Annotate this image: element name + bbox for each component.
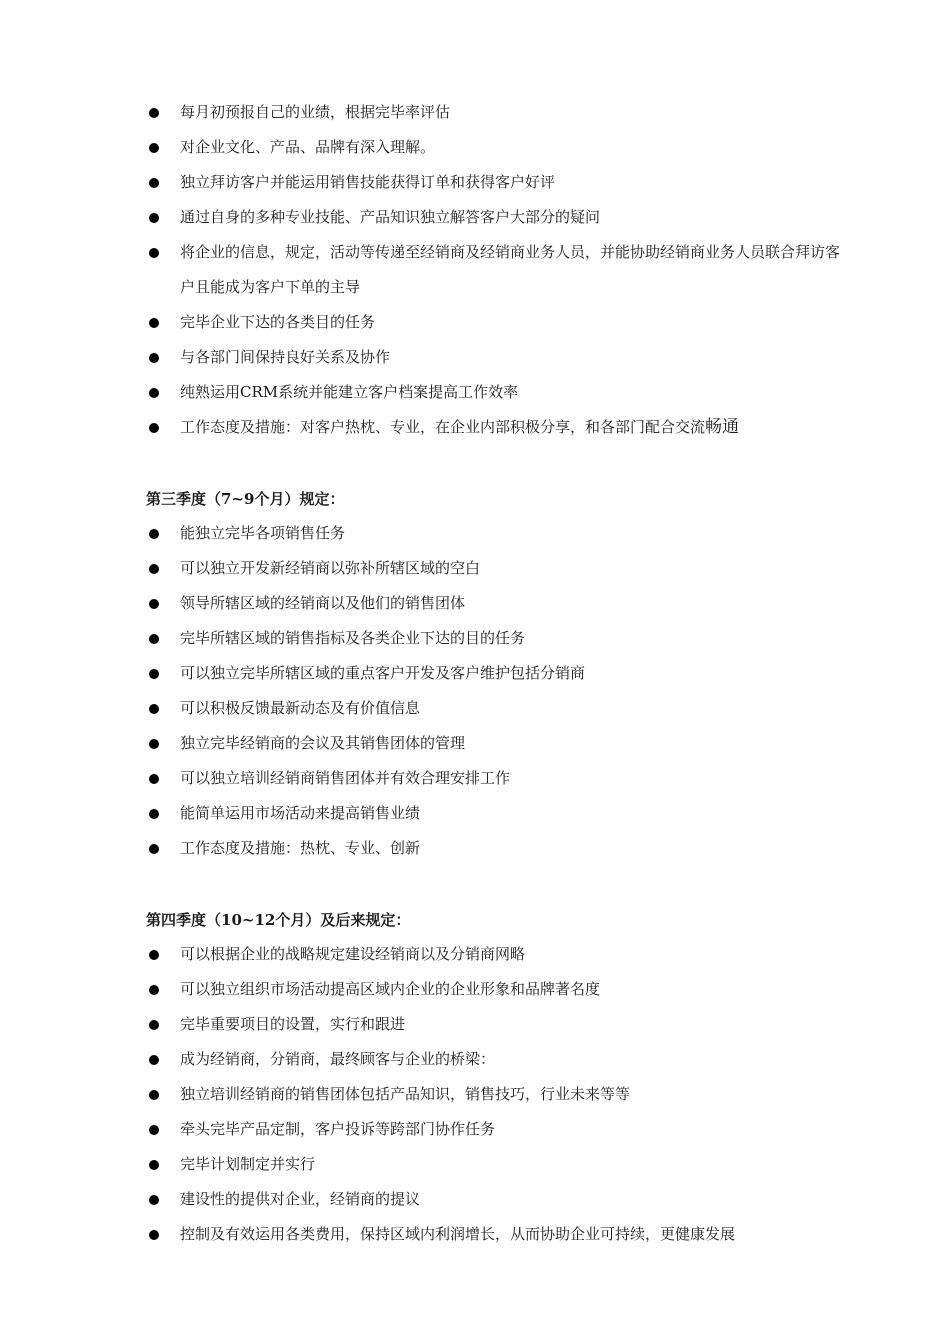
list-item-text: 建设性的提供对企业，经销商的提议	[180, 1190, 421, 1208]
list-item-text: 能独立完毕各项销售任务	[180, 524, 346, 542]
bullet-icon	[149, 529, 159, 539]
bullet-icon	[149, 704, 159, 714]
list-item	[146, 1007, 846, 1042]
bullet-icon	[149, 1230, 159, 1240]
list-item	[146, 130, 846, 165]
list-item	[146, 516, 846, 551]
bullet-icon	[149, 564, 159, 574]
list-item	[146, 972, 846, 1007]
list-item-text: 对企业文化、产品、品牌有深入理解。	[180, 138, 436, 156]
bullet-icon	[149, 1160, 159, 1170]
bullet-icon	[149, 985, 159, 995]
bullet-icon	[149, 1055, 159, 1065]
list-item-text: 独立完毕经销商的会议及其销售团体的管理	[180, 734, 466, 752]
bullet-icon	[149, 739, 159, 749]
bullet-icon	[149, 1125, 159, 1135]
list-item-text: 完毕企业下达的各类目的任务	[180, 313, 376, 331]
list-item	[146, 551, 846, 586]
list-item-text: 可以独立完毕所辖区域的重点客户开发及客户维护包括分销商	[180, 664, 586, 682]
section-heading-q3: 第三季度（7~9个月）规定：	[146, 490, 345, 508]
list-item	[146, 1147, 846, 1182]
requirements-list-q4	[146, 937, 846, 1252]
list-item-text: 每月初预报自己的业绩，根据完毕率评估	[180, 103, 451, 121]
list-item	[146, 1217, 846, 1252]
list-item	[146, 796, 846, 831]
list-item	[146, 656, 846, 691]
list-item	[146, 410, 846, 445]
list-item-text: 可以根据企业的战略规定建设经销商以及分销商网略	[180, 945, 526, 963]
list-item	[146, 586, 846, 621]
list-item-text: 完毕计划制定并实行	[180, 1155, 316, 1173]
list-item-text-emphasis: 畅通	[705, 417, 740, 437]
requirements-list-q3	[146, 516, 846, 866]
bullet-icon	[149, 634, 159, 644]
bullet-icon	[149, 1020, 159, 1030]
list-item-text: 牵头完毕产品定制，客户投诉等跨部门协作任务	[180, 1120, 496, 1138]
list-item-text: 与各部门间保持良好关系及协作	[180, 348, 391, 366]
list-item	[146, 305, 846, 340]
bullet-icon	[149, 143, 159, 153]
list-item	[146, 937, 846, 972]
list-item-text: 成为经销商，分销商，最终顾客与企业的桥梁：	[180, 1050, 496, 1068]
bullet-icon	[149, 774, 159, 784]
list-item-text: 独立培训经销商的销售团体包括产品知识，销售技巧，行业未来等等	[180, 1085, 631, 1103]
bullet-icon	[149, 1090, 159, 1100]
list-item	[146, 621, 846, 656]
bullet-icon	[149, 599, 159, 609]
bullet-icon	[149, 178, 159, 188]
list-item	[146, 1077, 846, 1112]
list-item-text: 可以积极反馈最新动态及有价值信息	[180, 699, 421, 717]
bullet-icon	[149, 213, 159, 223]
bullet-icon	[149, 248, 159, 258]
list-item-text: 通过自身的多种专业技能、产品知识独立解答客户大部分的疑问	[180, 208, 601, 226]
list-item-text: 完毕重要项目的设置，实行和跟进	[180, 1015, 406, 1033]
bullet-icon	[149, 423, 159, 433]
list-item	[146, 165, 846, 200]
list-item-text: 完毕所辖区域的销售指标及各类企业下达的目的任务	[180, 629, 526, 647]
bullet-icon	[149, 669, 159, 679]
list-item-text: 控制及有效运用各类费用，保持区域内利润增长，从而协助企业可持续，更健康发展	[180, 1225, 736, 1243]
list-item	[146, 340, 846, 375]
section-heading-q4: 第四季度（10~12个月）及后来规定：	[146, 911, 411, 929]
list-item	[146, 235, 846, 305]
list-item-text: 工作态度及措施：热枕、专业、创新	[180, 839, 421, 857]
list-item-text: 可以独立培训经销商销售团体并有效合理安排工作	[180, 769, 511, 787]
list-item-text: 工作态度及措施：对客户热枕、专业，在企业内部积极分享，和各部门配合交流	[180, 418, 706, 436]
list-item	[146, 375, 846, 410]
list-item	[146, 95, 846, 130]
bullet-icon	[149, 844, 159, 854]
bullet-icon	[149, 1195, 159, 1205]
bullet-icon	[149, 108, 159, 118]
list-item	[146, 691, 846, 726]
bullet-icon	[149, 950, 159, 960]
list-item-text: 领导所辖区域的经销商以及他们的销售团体	[180, 594, 466, 612]
list-item	[146, 1042, 846, 1077]
list-item	[146, 1182, 846, 1217]
list-item-text: 可以独立开发新经销商以弥补所辖区域的空白	[180, 559, 481, 577]
list-item-text: 能简单运用市场活动来提高销售业绩	[180, 804, 421, 822]
list-item	[146, 726, 846, 761]
list-item	[146, 761, 846, 796]
list-item	[146, 1112, 846, 1147]
list-item-text: 可以独立组织市场活动提高区域内企业的企业形象和品牌著名度	[180, 980, 601, 998]
list-item	[146, 831, 846, 866]
list-item-text: 将企业的信息，规定，活动等传递至经销商及经销商业务人员，并能协助经销商业务人员联合拜访客户且能成为客户下单的主导	[180, 243, 841, 296]
bullet-icon	[149, 318, 159, 328]
bullet-icon	[149, 353, 159, 363]
bullet-icon	[149, 388, 159, 398]
list-item-text: 纯熟运用CRM系统并能建立客户档案提高工作效率	[180, 383, 519, 401]
bullet-icon	[149, 809, 159, 819]
list-item-text: 独立拜访客户并能运用销售技能获得订单和获得客户好评	[180, 173, 556, 191]
requirements-list-q2	[146, 95, 846, 445]
list-item	[146, 200, 846, 235]
